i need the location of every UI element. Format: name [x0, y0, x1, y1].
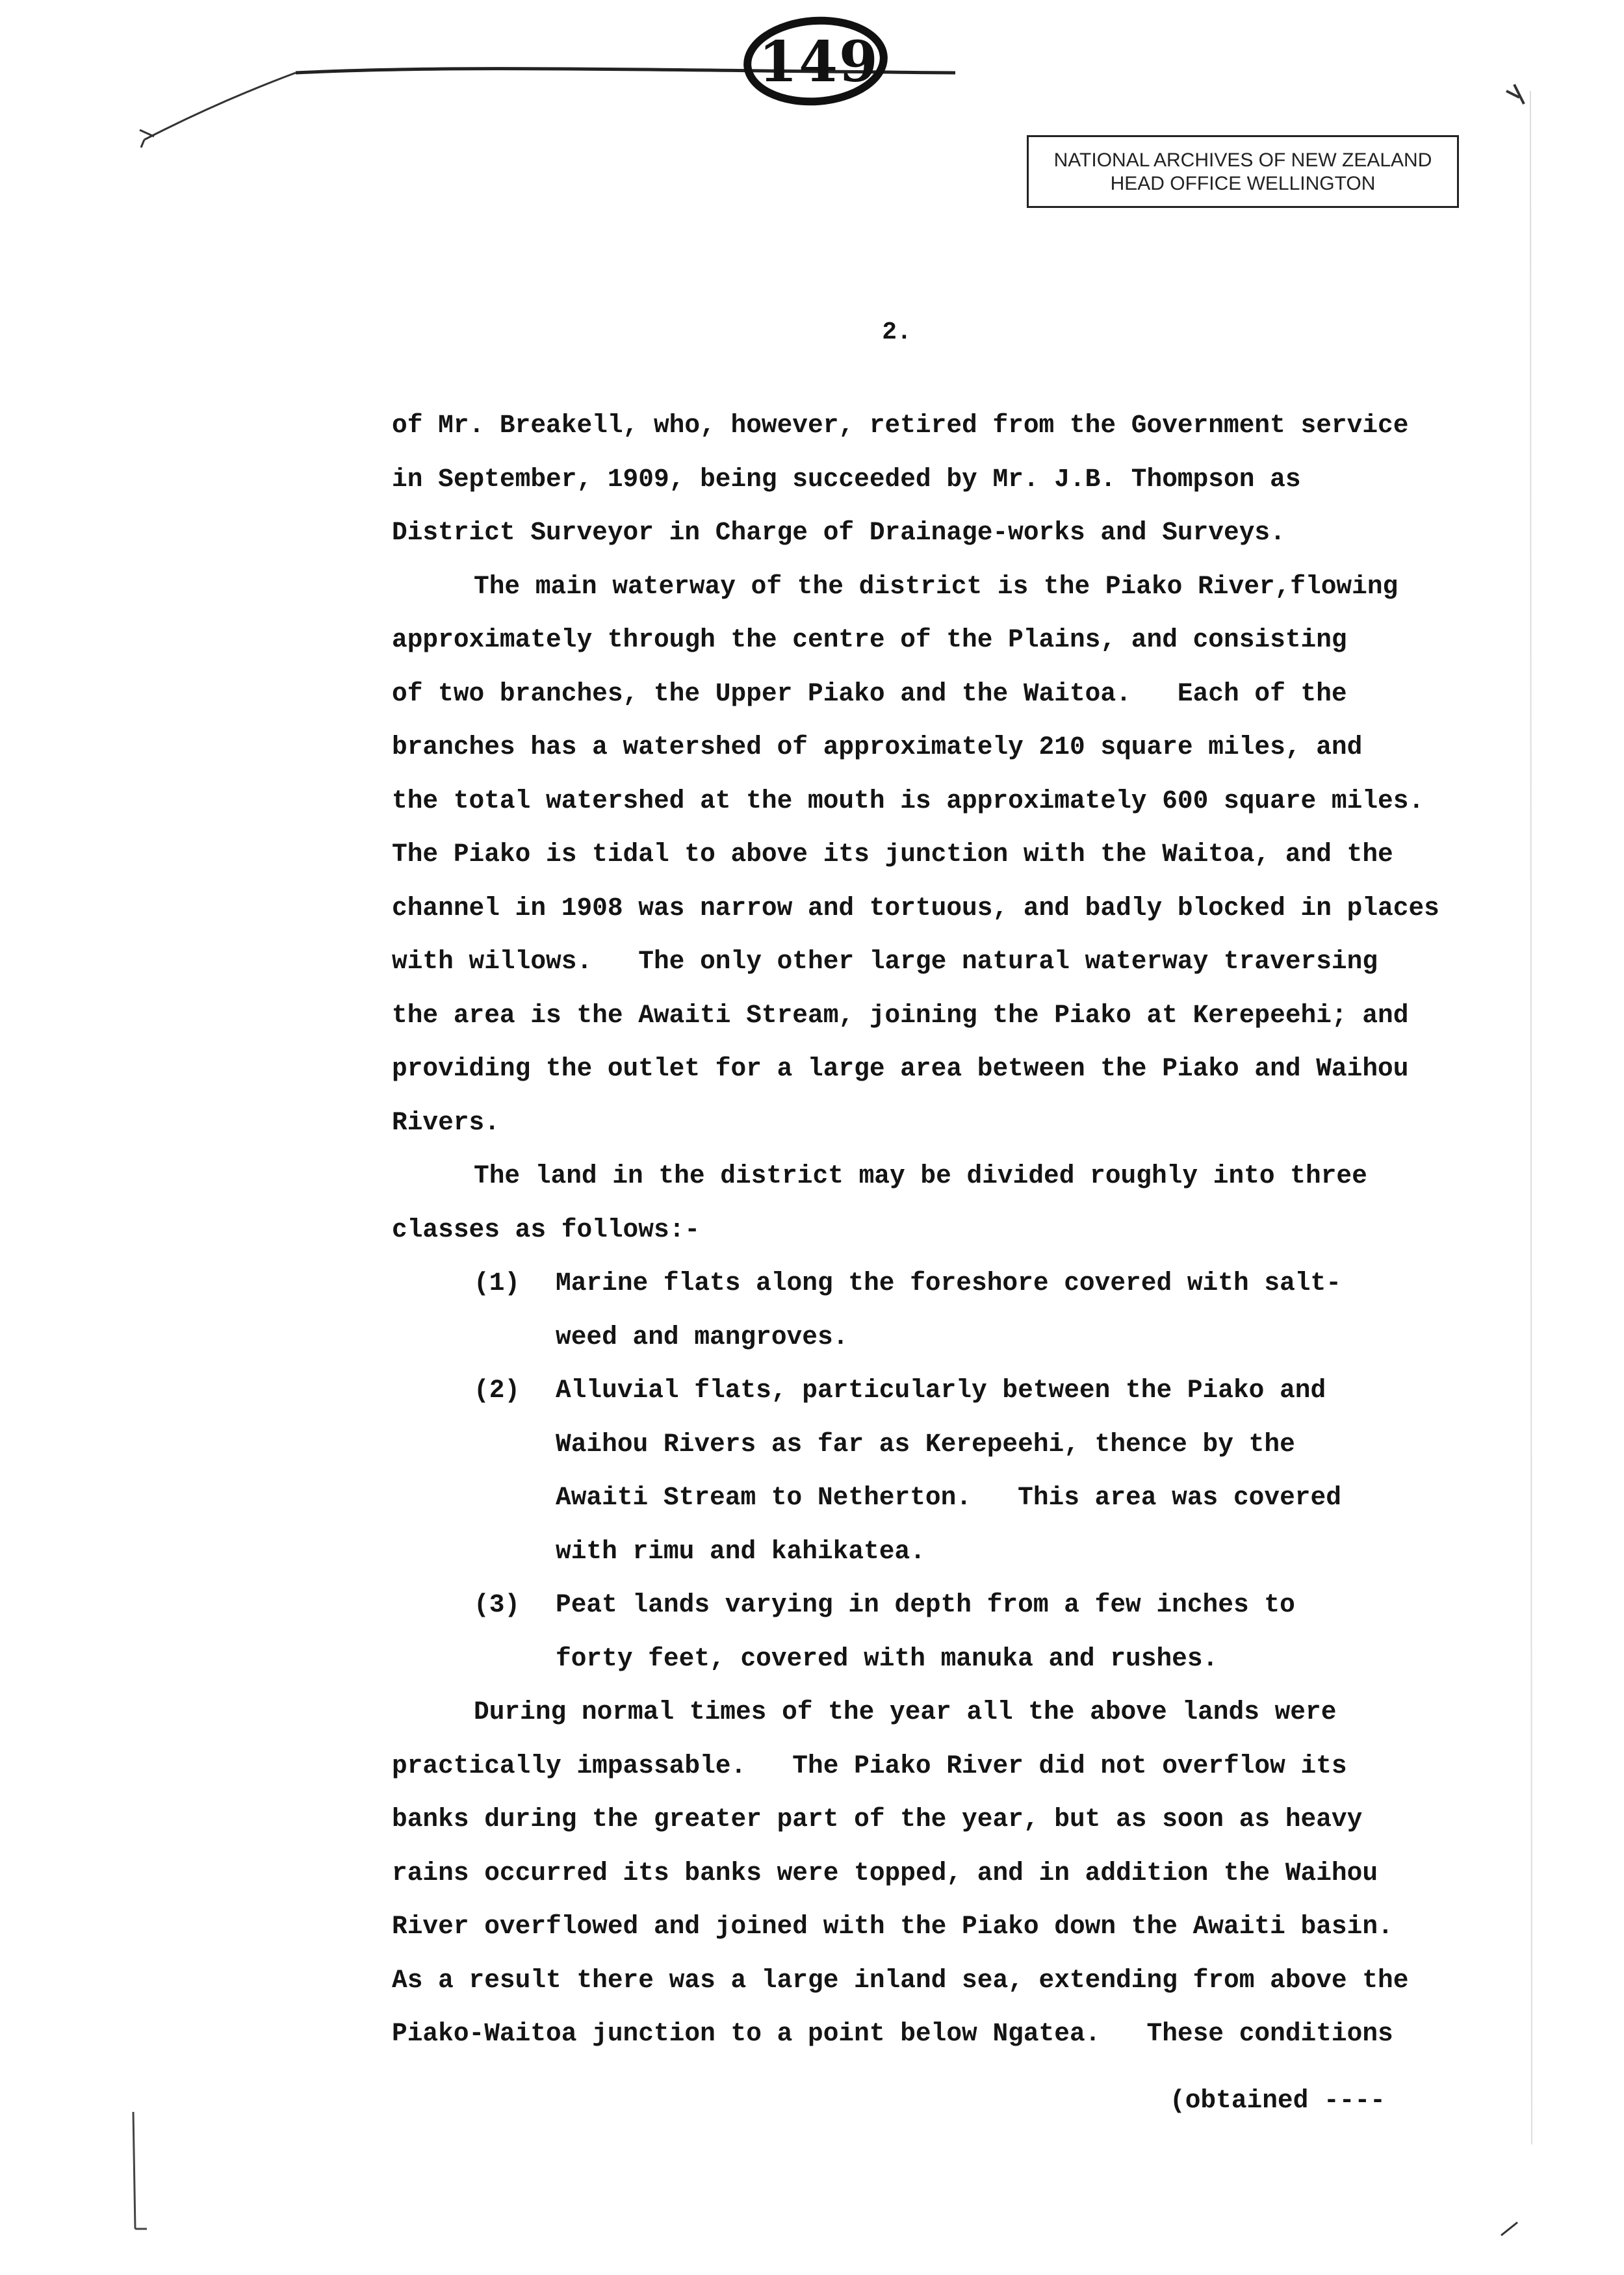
catchword: (obtained ----	[1170, 2086, 1386, 2115]
text-line: approximately through the centre of the Plains, and consisting	[392, 625, 1347, 654]
archives-stamp	[1027, 135, 1459, 208]
text-line: the total watershed at the mouth is approximately 600 square miles.	[392, 786, 1424, 816]
text-line: Rivers.	[392, 1107, 500, 1137]
text-line: in September, 1909, being succeeded by Mr. J.B. Thompson as	[392, 464, 1301, 494]
text-line: the area is the Awaiti Stream, joining the Piako at Kerepeehi; and	[392, 1000, 1409, 1030]
text-line: The land in the district may be divided roughly into three	[474, 1161, 1367, 1190]
list-item-text: Marine flats along the foreshore covered with salt-	[556, 1268, 1341, 1298]
text-line: channel in 1908 was narrow and tortuous, and badly blocked in places	[392, 893, 1439, 923]
text-line: The Piako is tidal to above its junction with the Waitoa, and the	[392, 840, 1393, 869]
text-line: rains occurred its banks were topped, and in addition the Waihou	[392, 1858, 1378, 1888]
text-line: Piako-Waitoa junction to a point below Ngatea. These conditions	[392, 2019, 1393, 2048]
list-item-number: (3)	[474, 1590, 521, 1619]
text-line: practically impassable. The Piako River did not overflow its	[392, 1751, 1347, 1780]
list-item-number: (2)	[474, 1376, 521, 1405]
list-item	[392, 1364, 1510, 1418]
list-item	[392, 1257, 1510, 1311]
text-line: As a result there was a large inland sea, extending from above the	[392, 1965, 1409, 1995]
text-line: The main waterway of the district is the Piako River,flowing	[474, 571, 1398, 601]
list-item-continuation: with rimu and kahikatea.	[556, 1536, 925, 1566]
stamp-line-2: HEAD OFFICE WELLINGTON	[1110, 173, 1376, 194]
text-line: branches has a watershed of approximately 210 square miles, and	[392, 732, 1363, 762]
folio-number: 149	[758, 29, 879, 95]
list-item-continuation: weed and mangroves.	[556, 1322, 849, 1352]
text-line: banks during the greater part of the year, but as soon as heavy	[392, 1805, 1363, 1834]
text-line: classes as follows:-	[392, 1215, 701, 1244]
stamp-line-1: NATIONAL ARCHIVES OF NEW ZEALAND	[1053, 149, 1432, 171]
list-item-continuation: Waihou Rivers as far as Kerepeehi, thence by the	[556, 1429, 1295, 1459]
text-line: providing the outlet for a large area between the Piako and Waihou	[392, 1054, 1409, 1083]
body-text	[392, 399, 1510, 2061]
list-item-text: Peat lands varying in depth from a few inches to	[556, 1590, 1295, 1619]
page-number: 2.	[882, 318, 912, 346]
list-item	[392, 1578, 1510, 1632]
list-item-continuation: forty feet, covered with manuka and rushes.	[556, 1643, 1218, 1673]
text-line: of Mr. Breakell, who, however, retired from the Government service	[392, 411, 1409, 440]
text-line: River overflowed and joined with the Piako down the Awaiti basin.	[392, 1912, 1393, 1941]
text-line: with willows. The only other large natural waterway traversing	[392, 947, 1378, 976]
list-item-continuation: Awaiti Stream to Netherton. This area was covered	[556, 1483, 1341, 1512]
list-item-number: (1)	[474, 1268, 521, 1298]
text-line: of two branches, the Upper Piako and the Waitoa. Each of the	[392, 678, 1347, 708]
text-line: District Surveyor in Charge of Drainage-works and Surveys.	[392, 518, 1285, 547]
list-item-text: Alluvial flats, particularly between the Piako and	[556, 1376, 1326, 1405]
text-line: During normal times of the year all the above lands were	[474, 1697, 1337, 1727]
